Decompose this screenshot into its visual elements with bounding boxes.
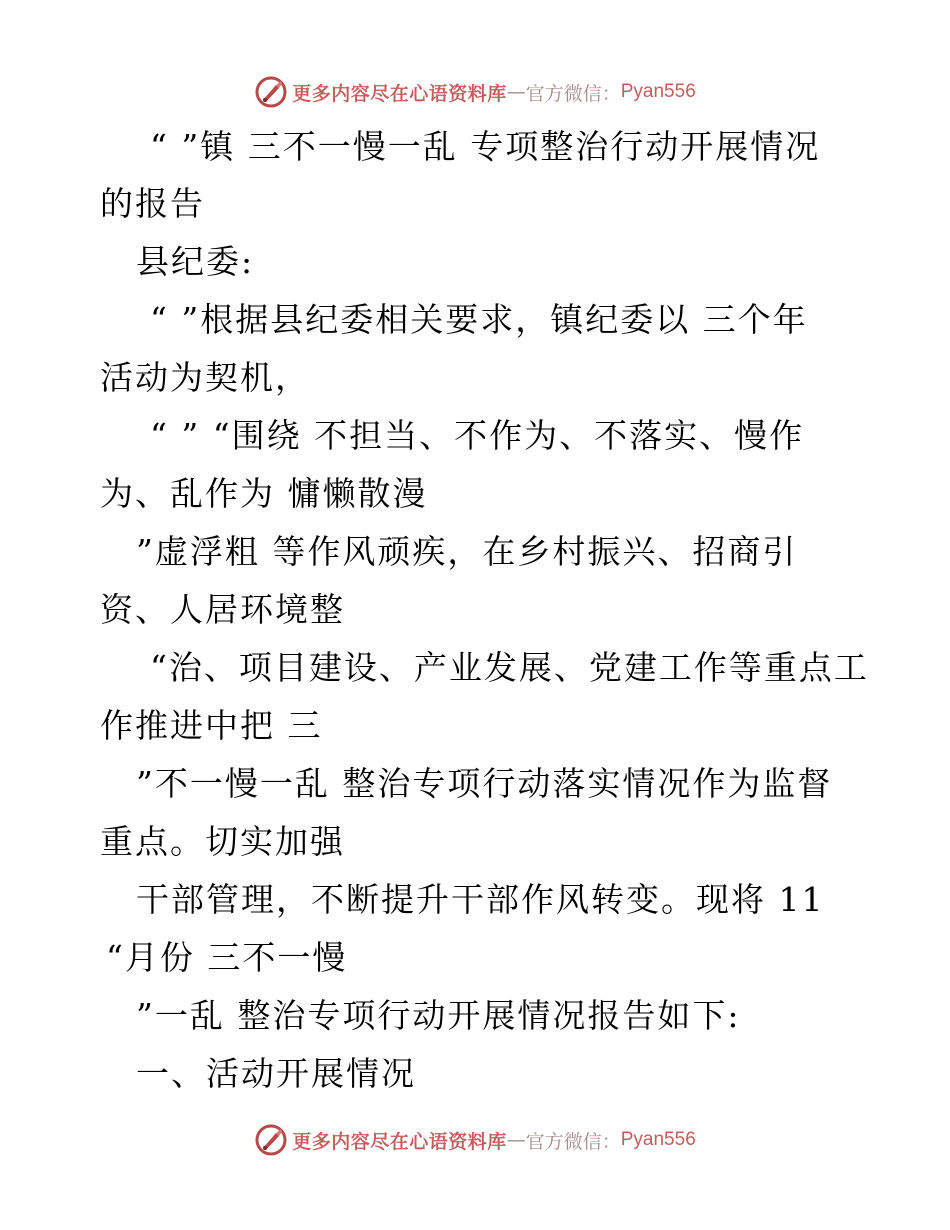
doc-paragraph-line: “ ”根据县纪委相关要求，镇纪委以 三个年 — [150, 300, 808, 339]
doc-paragraph-line: “治、项目建设、产业发展、党建工作等重点工 — [150, 648, 869, 687]
doc-paragraph-line: 为、乱作为 慵懒散漫 — [100, 474, 428, 513]
doc-paragraph-line: 干部管理，不断提升干部作风转变。现将 11 — [136, 880, 825, 919]
watermark-official-text: 官方微信： — [525, 82, 621, 105]
watermark-dash: — — [506, 1129, 526, 1151]
doc-paragraph-line: 活动为契机， — [100, 358, 310, 397]
bottom-watermark — [0, 1120, 950, 1160]
doc-paragraph-line: “ ” “围绕 不担当、不作为、不落实、慢作 — [150, 416, 805, 455]
watermark-main-text: 更多内容尽在心语资料库 — [292, 1130, 507, 1153]
doc-recipient: 县纪委: — [136, 242, 255, 281]
watermark-official-text: 官方微信： — [525, 1130, 621, 1153]
doc-section-heading: 一、活动开展情况 — [136, 1054, 416, 1093]
doc-paragraph-line: ”不一慢一乱 整治专项行动落实情况作为监督 — [136, 764, 833, 803]
doc-title-line-1: “ ”镇 三不一慢一乱 专项整治行动开展情况 — [150, 127, 821, 166]
doc-paragraph-line: “月份 三不一慢 — [106, 938, 348, 977]
watermark-main-text: 更多内容尽在心语资料库 — [292, 82, 507, 105]
doc-paragraph-line: 作推进中把 三 — [100, 706, 323, 745]
doc-paragraph-line: ”一乱 整治专项行动开展情况报告如下: — [136, 996, 741, 1035]
doc-title-line-2: 的报告 — [100, 184, 205, 223]
watermark-id-text: Pyan556 — [620, 81, 696, 102]
doc-paragraph-line: ”虚浮粗 等作风顽疾，在乡村振兴、招商引 — [136, 532, 798, 571]
watermark-id-text: Pyan556 — [620, 1129, 696, 1150]
watermark-dash: — — [506, 81, 526, 103]
doc-paragraph-line: 资、人居环境整 — [100, 590, 345, 629]
doc-paragraph-line: 重点。切实加强 — [100, 822, 345, 861]
quill-pen-logo-icon — [254, 1123, 288, 1157]
